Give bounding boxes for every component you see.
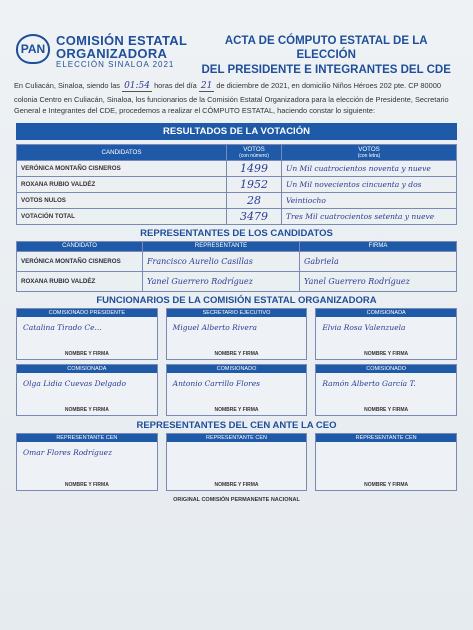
signature: Ramón Alberto García T. (322, 378, 416, 388)
official-box (166, 308, 308, 360)
col-votes-label: VOTOS (243, 145, 265, 153)
official-box (16, 308, 158, 360)
reps-header-row (17, 241, 457, 251)
pan-logo (16, 34, 50, 64)
signature: Miguel Alberto Rivera (172, 322, 257, 332)
candidate-name: VERÓNICA MONTAÑO CISNEROS (17, 160, 227, 176)
reps-table (16, 241, 457, 292)
votes-number: 28 (227, 192, 282, 208)
box-label: SECRETARIO EJECUTIVO (167, 309, 307, 317)
official-box (315, 364, 457, 416)
results-header-row (17, 144, 457, 160)
box-label: REPRESENTANTE CEN (167, 434, 307, 442)
representative-name: Yanel Guerrero Rodríguez (143, 271, 300, 291)
table-row (17, 160, 457, 176)
org-line-2: ORGANIZADORA (56, 46, 168, 61)
intro-text-2: horas del día (154, 81, 197, 90)
table-row (17, 208, 457, 224)
name-signature-label: NOMBRE Y FIRMA (214, 350, 259, 357)
col-candidates: CANDIDATOS (17, 144, 227, 160)
votes-words: Un Mil cuatrocientos noventa y nueve (282, 160, 457, 176)
name-signature-label: NOMBRE Y FIRMA (214, 481, 259, 488)
signature: Gabriela (300, 251, 457, 271)
name-signature-label: NOMBRE Y FIRMA (214, 406, 259, 413)
votes-number: 1499 (227, 160, 282, 176)
col-representative: REPRESENTANTE (143, 241, 300, 251)
col-votes-number (227, 144, 282, 160)
box-label: COMISIONADO (167, 365, 307, 373)
name-signature-label: NOMBRE Y FIRMA (64, 481, 109, 488)
signature: Catalina Tirado Ce... (23, 322, 102, 332)
name-signature-label: NOMBRE Y FIRMA (364, 406, 409, 413)
cen-grid (12, 433, 461, 491)
box-label: COMISIONADA (17, 365, 157, 373)
results-table (16, 144, 457, 225)
reps-title: REPRESENTANTES DE LOS CANDIDATOS (140, 227, 333, 239)
col-votes-sub: (con número) (239, 152, 269, 159)
footer-note: ORIGINAL COMISIÓN PERMANENTE NACIONAL (173, 496, 300, 503)
cen-box (315, 433, 457, 491)
candidate-name: VOTOS NULOS (17, 192, 227, 208)
votes-words: Tres Mil cuatrocientos setenta y nueve (282, 208, 457, 224)
table-row (17, 176, 457, 192)
intro-text-1: En Culiacán, Sinaloa, siendo las (14, 81, 120, 90)
candidate-name: VOTACIÓN TOTAL (17, 208, 227, 224)
signature: Antonio Carrillo Flores (172, 378, 261, 388)
signature: Olga Lidia Cuevas Delgado (23, 378, 127, 388)
col-votes-words (282, 144, 457, 160)
header (12, 34, 461, 78)
hour-value: 01:54 (124, 81, 150, 91)
org-line-1: COMISIÓN ESTATAL (56, 33, 188, 48)
results-banner: RESULTADOS DE LA VOTACIÓN (16, 123, 457, 140)
box-label: REPRESENTANTE CEN (17, 434, 157, 442)
cen-box (16, 433, 158, 491)
box-label: COMISIONADO (316, 365, 456, 373)
signature: Omar Flores Rodríguez (23, 447, 113, 457)
day-value: 21 (200, 81, 213, 91)
cen-title: REPRESENTANTES DEL CEN ANTE LA CEO (136, 419, 337, 431)
candidate-name: ROXANA RUBIO VALDÉZ (17, 176, 227, 192)
document-title (201, 34, 451, 77)
intro-paragraph (12, 80, 461, 117)
name-signature-label: NOMBRE Y FIRMA (364, 481, 409, 488)
official-box (166, 364, 308, 416)
col-votes2-sub: (con letra) (357, 152, 381, 159)
candidate-name: VERÓNICA MONTAÑO CISNEROS (17, 251, 143, 271)
table-row (17, 251, 457, 271)
col-signature: FIRMA (300, 241, 457, 251)
officials-title: FUNCIONARIOS DE LA COMISIÓN ESTATAL ORGANIZADORA (96, 294, 377, 306)
org-name (56, 34, 187, 69)
signature: Elvia Rosa Valenzuela (322, 322, 406, 332)
box-label: REPRESENTANTE CEN (316, 434, 456, 442)
official-box (315, 308, 457, 360)
name-signature-label: NOMBRE Y FIRMA (64, 350, 109, 357)
representative-name: Francisco Aurelio Casillas (143, 251, 300, 271)
org-line-3: ELECCIÓN SINALOA 2021 (56, 60, 175, 69)
signature: Yanel Guerrero Rodríguez (300, 271, 457, 291)
officials-grid (12, 308, 461, 416)
col-votes2-label: VOTOS (358, 145, 380, 153)
col-candidate: CANDIDATO (17, 241, 143, 251)
table-row (17, 271, 457, 291)
votes-words: Un Mil novecientos cincuenta y dos (282, 176, 457, 192)
candidate-name: ROXANA RUBIO VALDÉZ (17, 271, 143, 291)
logo-text: PAN (20, 42, 46, 56)
cen-box (166, 433, 308, 491)
title-line-2: DEL PRESIDENTE E INTEGRANTES DEL CDE (201, 63, 451, 76)
votes-words: Veintiocho (282, 192, 457, 208)
votes-number: 3479 (227, 208, 282, 224)
table-row (17, 192, 457, 208)
name-signature-label: NOMBRE Y FIRMA (64, 406, 109, 413)
box-label: COMISIONADO PRESIDENTE (17, 309, 157, 317)
name-signature-label: NOMBRE Y FIRMA (364, 350, 409, 357)
title-line-1: ACTA DE CÓMPUTO ESTATAL DE LA ELECCIÓN (224, 35, 428, 62)
intro-text-3: de diciembre de 2021, en domicilio Niños Héroes 202 pte. CP 80000 colonia Centro en Culiacán, Sinaloa, los funcionarios de la Comisión Estatal Organizadora para la elección de Presidente, Secretario General e Integrantes del CDE, procedemos a realizar el CÓMPUTO ESTATAL, haciendo constar lo siguiente: (14, 81, 449, 116)
official-box (16, 364, 158, 416)
votes-number: 1952 (227, 176, 282, 192)
box-label: COMISIONADA (316, 309, 456, 317)
